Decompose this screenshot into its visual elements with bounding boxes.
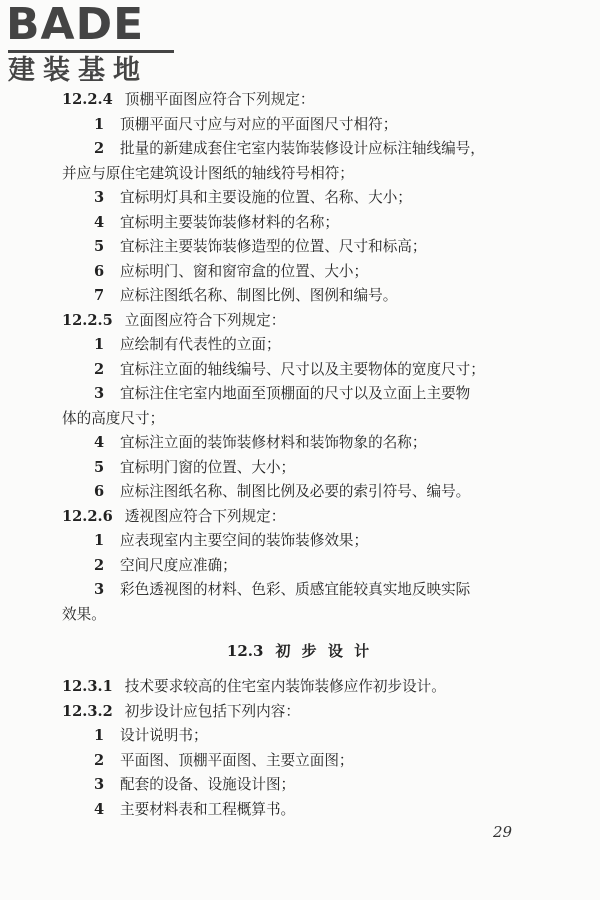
item-number: 1 (94, 336, 105, 353)
list-item (62, 137, 537, 162)
item-text: 平面图、顶棚平面图、主要立面图； (120, 751, 354, 769)
clause-number: 12.3.1 (62, 678, 113, 695)
clause-number: 12.2.6 (62, 507, 113, 525)
list-item (62, 724, 537, 749)
document-body (62, 88, 537, 822)
item-number: 3 (94, 385, 105, 402)
item-text: 宜标明主要装饰装修材料的名称； (120, 213, 339, 231)
item-text: 应表现室内主要空间的装饰装修效果； (120, 532, 369, 549)
item-number: 2 (94, 556, 105, 574)
section-heading (62, 631, 537, 675)
section-title: 初 步 设 计 (275, 642, 373, 660)
item-text: 彩色透视图的材料、色彩、质感宜能较真实地反映实际 (120, 581, 471, 598)
item-number: 5 (94, 238, 105, 255)
list-item (62, 186, 537, 211)
clause-number: 12.2.4 (62, 91, 113, 108)
logo-brand: BADE (6, 0, 145, 50)
item-text: 宜标注主要装饰装修造型的位置、尺寸和标高； (120, 238, 427, 255)
item-text: 宜标注住宅室内地面至顶棚面的尺寸以及立面上主要物 (120, 385, 471, 402)
list-item (62, 113, 537, 138)
logo-tagline: 建装基地 (8, 55, 148, 86)
list-item (62, 529, 537, 554)
list-item (62, 798, 537, 823)
clause-text: 顶棚平面图应符合下列规定： (124, 91, 315, 108)
item-text: 宜标注立面的装饰装修材料和装饰物象的名称； (120, 434, 427, 451)
list-item (62, 260, 537, 285)
item-text: 设计说明书； (120, 727, 208, 744)
item-text: 应绘制有代表性的立面； (120, 336, 281, 353)
item-number: 2 (94, 751, 105, 769)
item-number: 3 (94, 581, 105, 598)
item-text: 宜标注立面的轴线编号、尺寸以及主要物体的宽度尺寸； (120, 360, 485, 378)
list-item (62, 358, 537, 383)
item-text: 主要材料表和工程概算书。 (120, 800, 296, 818)
clause-text: 透视图应符合下列规定： (124, 507, 286, 525)
continuation-line: 体的高度尺寸； (62, 409, 165, 427)
clause-number: 12.3.2 (62, 702, 113, 720)
item-number: 6 (94, 483, 105, 500)
item-number: 4 (94, 800, 105, 818)
item-number: 4 (94, 213, 105, 231)
item-text: 顶棚平面尺寸应与对应的平面图尺寸相符； (120, 115, 398, 133)
list-item (62, 773, 537, 798)
item-text: 批量的新建成套住宅室内装饰装修设计应标注轴线编号， (120, 140, 485, 157)
continuation-line: 并应与原住宅建筑设计图纸的轴线符号相符； (62, 164, 354, 182)
item-number: 5 (94, 458, 105, 476)
clause-line (62, 309, 537, 334)
item-number: 3 (94, 776, 105, 793)
list-item (62, 284, 537, 309)
clause-text: 初步设计应包括下列内容： (124, 702, 300, 720)
clause-line (62, 505, 537, 530)
list-item (62, 480, 537, 505)
item-number: 1 (94, 532, 105, 549)
item-number: 2 (94, 360, 105, 378)
item-text: 配套的设备、设施设计图； (120, 776, 296, 793)
bade-logo (6, 2, 176, 94)
list-item (62, 333, 537, 358)
item-number: 2 (94, 140, 105, 157)
list-item (62, 431, 537, 456)
clause-text: 技术要求较高的住宅室内装饰装修应作初步设计。 (124, 678, 446, 695)
item-number: 1 (94, 115, 105, 133)
clause-line (62, 700, 537, 725)
list-item (62, 235, 537, 260)
item-number: 6 (94, 262, 105, 280)
item-text: 空间尺度应准确； (120, 556, 237, 574)
item-number: 3 (94, 189, 105, 206)
clause-text: 立面图应符合下列规定： (124, 311, 286, 329)
list-item (62, 211, 537, 236)
list-item (62, 554, 537, 579)
item-text: 应标注图纸名称、制图比例、图例和编号。 (120, 287, 398, 304)
clause-number: 12.2.5 (62, 311, 113, 329)
clause-line (62, 675, 537, 700)
item-number: 7 (94, 287, 105, 304)
list-item (62, 749, 537, 774)
item-text: 应标明门、窗和窗帘盒的位置、大小； (120, 262, 369, 280)
item-number: 1 (94, 727, 105, 744)
list-item (62, 578, 537, 603)
logo-divider (8, 50, 174, 53)
page-number: 29 (493, 823, 513, 841)
list-item (62, 456, 537, 481)
list-item (62, 382, 537, 407)
item-text: 应标注图纸名称、制图比例及必要的索引符号、编号。 (120, 483, 471, 500)
item-text: 宜标明门窗的位置、大小； (120, 458, 296, 476)
continuation-line: 效果。 (62, 605, 106, 623)
clause-line (62, 88, 537, 113)
item-number: 4 (94, 434, 105, 451)
item-text: 宜标明灯具和主要设施的位置、名称、大小； (120, 189, 412, 206)
section-number: 12.3 (226, 642, 264, 660)
